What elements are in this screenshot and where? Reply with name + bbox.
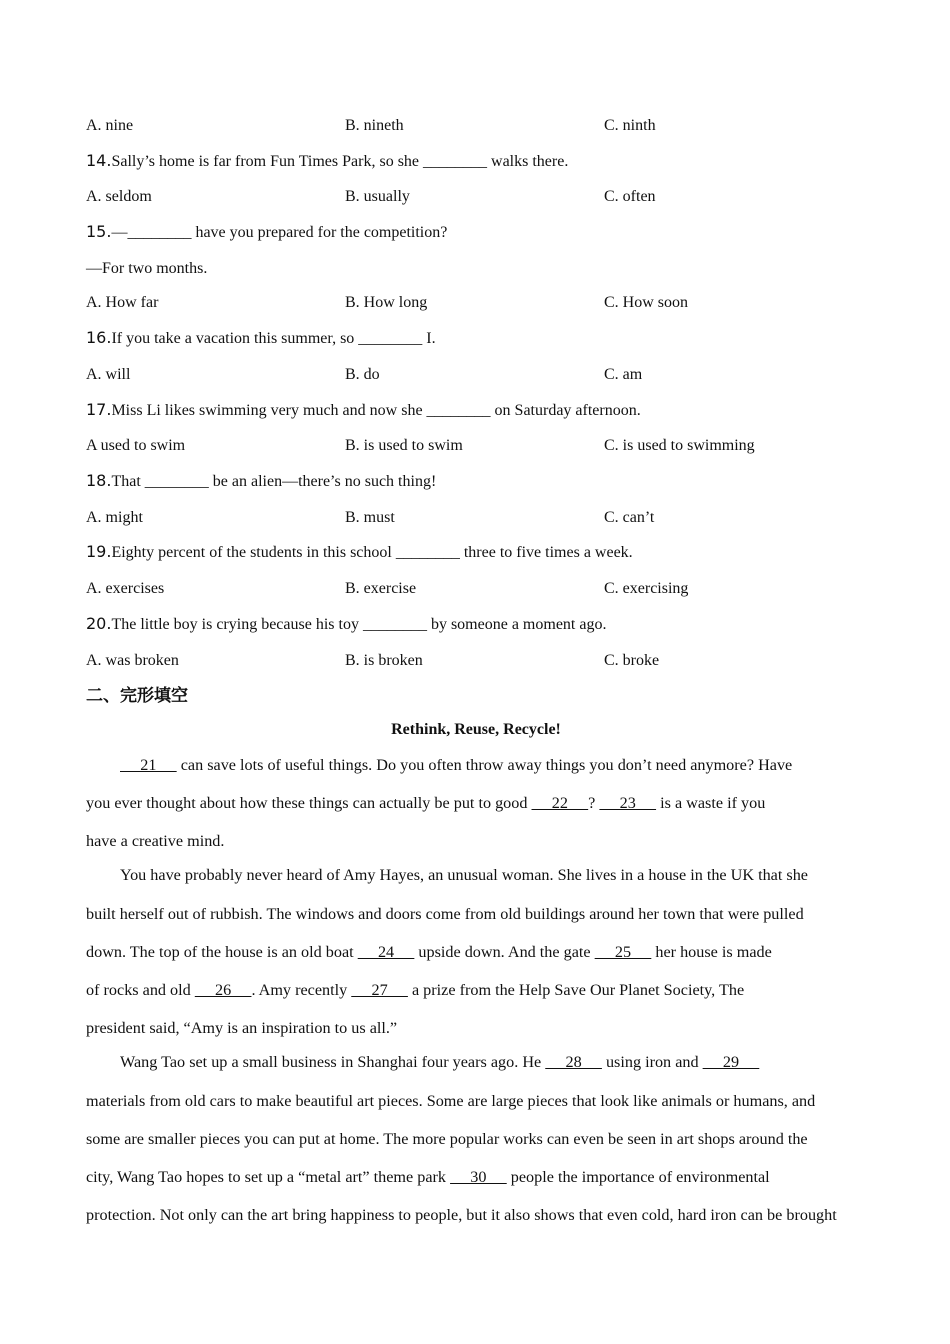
passage-title: Rethink, Reuse, Recycle!: [391, 721, 561, 738]
q20-text: The little boy is crying because his toy ________ by someone a moment ago.: [111, 616, 607, 633]
q14-option-b: B. usually: [345, 188, 410, 205]
q18-options: [86, 506, 866, 530]
q20-option-c: C. broke: [604, 652, 660, 669]
q20-option-b: B. is broken: [345, 652, 423, 669]
q17-number: 17.: [86, 400, 112, 419]
q19-option-a: A. exercises: [86, 580, 165, 597]
blank-25[interactable]: 25: [594, 943, 652, 961]
q17-option-a: A used to swim: [86, 437, 186, 454]
q17-question: [86, 398, 866, 422]
text-segment: a prize from the Help Save Our Planet Society, The: [407, 981, 745, 999]
q17-option-c: C. is used to swimming: [604, 437, 755, 454]
q20-option-a: A. was broken: [86, 652, 179, 669]
q18-option-c: C. can’t: [604, 509, 655, 526]
passage-p1-line3: [86, 828, 876, 854]
q16-text: If you take a vacation this summer, so ________ I.: [111, 330, 436, 347]
q17-options: [86, 434, 866, 458]
q20-options: [86, 649, 866, 673]
q16-option-c: C. am: [604, 366, 643, 383]
passage-p3-line3: [86, 1126, 876, 1152]
q15-option-c: C. How soon: [604, 294, 689, 311]
q14-question: [86, 149, 866, 173]
passage-p2-line1: [86, 862, 910, 888]
q15-number: 15.: [86, 222, 112, 241]
text-segment: people the importance of environmental: [506, 1168, 770, 1186]
blank-26[interactable]: 26: [194, 981, 252, 999]
text-segment: using iron and: [601, 1053, 703, 1071]
q19-number: 19.: [86, 542, 112, 561]
blank-22[interactable]: 22: [531, 794, 589, 812]
q14-text: Sally’s home is far from Fun Times Park, so she ________ walks there.: [111, 153, 569, 170]
q18-number: 18.: [86, 471, 112, 490]
passage-p3-line2: [86, 1088, 876, 1114]
q15-question: [86, 220, 866, 244]
text-segment: ?: [588, 794, 600, 812]
blank-21[interactable]: 21: [120, 756, 177, 774]
q13-option-c: C. ninth: [604, 117, 656, 134]
q18-option-b: B. must: [345, 509, 395, 526]
blank-30[interactable]: 30: [450, 1168, 507, 1186]
text-segment: city, Wang Tao hopes to set up a “metal art” theme park: [86, 1168, 451, 1186]
text-segment: built herself out of rubbish. The windows and doors come from old buildings around her town that were pulled: [86, 905, 804, 923]
passage-p2-line4: [86, 977, 876, 1003]
q13-options: [86, 114, 866, 138]
section-heading-cloze: 二、完形填空: [86, 686, 188, 706]
q16-question: [86, 326, 866, 350]
text-segment: her house is made: [651, 943, 772, 961]
q20-question: [86, 612, 866, 636]
text-segment: is a waste if you: [656, 794, 766, 812]
text-segment: Wang Tao set up a small business in Shanghai four years ago. He: [120, 1053, 546, 1071]
q16-number: 16.: [86, 328, 112, 347]
blank-27[interactable]: 27: [351, 981, 408, 999]
passage-p1-line1: [86, 752, 910, 778]
blank-29[interactable]: 29: [702, 1053, 760, 1071]
blank-23[interactable]: 23: [599, 794, 657, 812]
passage-p1-line2: [86, 790, 876, 816]
passage-p2-line3: [86, 939, 876, 965]
q19-option-b: B. exercise: [345, 580, 417, 597]
q15-reply-text: —For two months.: [86, 260, 208, 277]
text-segment: . Amy recently: [251, 981, 352, 999]
q14-option-c: C. often: [604, 188, 656, 205]
blank-28[interactable]: 28: [545, 1053, 602, 1071]
q18-text: That ________ be an alien—there’s no such thing!: [111, 473, 437, 490]
text-segment: can save lots of useful things. Do you often throw away things you don’t need anymore? Have: [176, 756, 793, 774]
q16-options: [86, 363, 866, 387]
text-segment: down. The top of the house is an old boat: [86, 943, 358, 961]
q15-option-b: B. How long: [345, 294, 428, 311]
passage-p3-line4: [86, 1164, 876, 1190]
text-segment: some are smaller pieces you can put at home. The more popular works can even be seen in art shops around the: [86, 1130, 808, 1148]
q14-number: 14.: [86, 151, 112, 170]
q17-option-b: B. is used to swim: [345, 437, 463, 454]
q14-options: [86, 185, 866, 209]
q13-option-a: A. nine: [86, 117, 134, 134]
q18-question: [86, 469, 866, 493]
passage-p3-line1: [86, 1049, 910, 1075]
q15-options: [86, 291, 866, 315]
q17-text: Miss Li likes swimming very much and now she ________ on Saturday afternoon.: [111, 402, 641, 419]
passage-p3-line5: [86, 1202, 876, 1228]
text-segment: of rocks and old: [86, 981, 195, 999]
q16-option-a: A. will: [86, 366, 131, 383]
q16-option-b: B. do: [345, 366, 380, 383]
blank-24[interactable]: 24: [357, 943, 415, 961]
q19-question: [86, 540, 866, 564]
text-segment: upside down. And the gate: [414, 943, 595, 961]
q18-option-a: A. might: [86, 509, 143, 526]
text-segment: You have probably never heard of Amy Hayes, an unusual woman. She lives in a house in the UK that she: [120, 866, 808, 884]
q15-reply: [86, 257, 866, 281]
text-segment: protection. Not only can the art bring happiness to people, but it also shows that even cold, hard iron can be brought: [86, 1206, 837, 1224]
q19-options: [86, 577, 866, 601]
q19-text: Eighty percent of the students in this school ________ three to five times a week.: [111, 544, 633, 561]
q15-option-a: A. How far: [86, 294, 159, 311]
text-segment: president said, “Amy is an inspiration to us all.”: [86, 1019, 398, 1037]
passage-p2-line5: [86, 1015, 876, 1041]
q19-option-c: C. exercising: [604, 580, 689, 597]
q15-text: —________ have you prepared for the competition?: [111, 224, 448, 241]
q14-option-a: A. seldom: [86, 188, 152, 205]
q20-number: 20.: [86, 614, 112, 633]
text-segment: you ever thought about how these things can actually be put to good: [86, 794, 532, 812]
passage-p2-line2: [86, 901, 876, 927]
text-segment: have a creative mind.: [86, 832, 225, 850]
q13-option-b: B. nineth: [345, 117, 404, 134]
text-segment: materials from old cars to make beautiful art pieces. Some are large pieces that look like animals or humans, and: [86, 1092, 816, 1110]
